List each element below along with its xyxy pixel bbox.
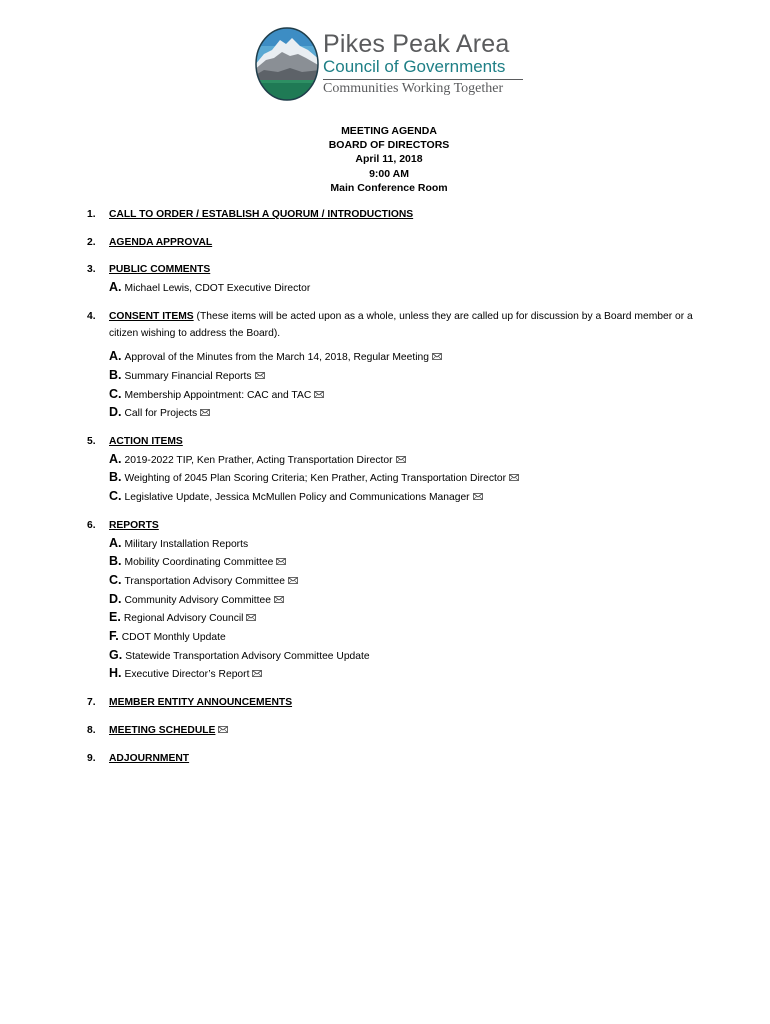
agenda-item-title: CONSENT ITEMS [109, 310, 194, 322]
agenda-subitem [109, 348, 697, 367]
envelope-icon[interactable] [255, 372, 265, 379]
subitem-text: Transportation Advisory Committee [124, 575, 285, 587]
agenda-item [87, 518, 697, 684]
logo-title: Pikes Peak Area [323, 30, 510, 58]
agenda-subitem [109, 469, 697, 488]
agenda-item-heading [109, 262, 697, 279]
subitem-letter: C. [109, 386, 122, 401]
agenda-item-heading [109, 207, 697, 224]
subitem-text: Regional Advisory Council [123, 613, 244, 625]
envelope-icon[interactable] [509, 474, 519, 481]
subitem-letter: C. [109, 572, 122, 587]
subitem-text: CDOT Monthly Update [121, 632, 226, 644]
agenda-item-heading [109, 518, 697, 535]
agenda-item-number: 2. [87, 236, 96, 248]
agenda-subitem [109, 367, 697, 386]
subitem-letter: A. [109, 349, 122, 364]
agenda-item-title: PUBLIC COMMENTS [109, 264, 211, 276]
subitem-text: Michael Lewis, CDOT Executive Director [124, 283, 311, 295]
envelope-icon[interactable] [314, 391, 324, 398]
agenda-item-heading [109, 751, 697, 768]
agenda-item-heading [109, 695, 697, 712]
agenda-subitem [109, 535, 697, 554]
item-spacer [87, 740, 697, 751]
agenda-item-number: 8. [87, 724, 96, 736]
item-spacer [87, 507, 697, 518]
subitem-letter: D. [109, 405, 122, 420]
agenda-item-title: REPORTS [109, 519, 159, 531]
subitem-letter: E. [109, 610, 121, 625]
item-spacer [87, 298, 697, 309]
subitem-letter: H. [109, 666, 122, 681]
item-spacer [87, 712, 697, 723]
envelope-icon[interactable] [288, 577, 298, 584]
item-spacer [87, 423, 697, 434]
subitem-letter: C. [109, 489, 122, 504]
header-date: April 11, 2018 [355, 153, 423, 166]
agenda-item-title: ADJOURNMENT [109, 752, 190, 764]
header-time: 9:00 AM [369, 167, 409, 180]
envelope-icon[interactable] [276, 558, 286, 565]
agenda-item [87, 235, 697, 252]
agenda-item-number: 3. [87, 264, 96, 276]
envelope-icon[interactable] [252, 670, 262, 677]
agenda-item-title: CALL TO ORDER / ESTABLISH A QUORUM / INTRODUCTIONS [109, 209, 414, 220]
subitem-letter: G. [109, 647, 123, 662]
agenda-item [87, 262, 697, 297]
ppacg-logo [254, 26, 534, 102]
agenda-subitem [109, 609, 697, 628]
agenda-item-title: AGENDA APPROVAL [109, 236, 213, 248]
logo-tagline: Communities Working Together [323, 81, 504, 96]
agenda-item-title: MEMBER ENTITY ANNOUNCEMENTS [109, 697, 293, 709]
subitem-letter: A. [109, 451, 122, 466]
agenda-item [87, 309, 697, 423]
agenda-subitem [109, 628, 697, 647]
agenda-item [87, 751, 697, 768]
subitem-text: Executive Director’s Report [124, 669, 250, 681]
agenda-item-heading [109, 235, 697, 252]
agenda-list [87, 207, 697, 767]
agenda-item-number: 4. [87, 310, 96, 322]
agenda-item [87, 434, 697, 507]
agenda-subitem [109, 451, 697, 470]
subitem-text: Legislative Update, Jessica McMullen Policy and Communications Manager [124, 492, 470, 504]
agenda-item [87, 207, 697, 224]
agenda-item-heading [109, 309, 697, 342]
logo-subtitle: Council of Governments [323, 57, 506, 76]
subitem-text: Military Installation Reports [124, 538, 249, 550]
agenda-item-title: MEETING SCHEDULE [109, 724, 216, 736]
agenda-item-number: 7. [87, 697, 96, 709]
subitem-text: Statewide Transportation Advisory Committee Update [125, 650, 370, 662]
subitem-text: Mobility Coordinating Committee [124, 557, 274, 569]
agenda-subitem [109, 591, 697, 610]
subitem-letter: A. [109, 280, 122, 295]
agenda-item-heading [109, 723, 697, 740]
agenda-item-description: (These items will be acted upon as a whole, unless they are called up for discussion by a Board member or a citizen wishing to address the Board). [109, 310, 693, 339]
item-spacer [87, 251, 697, 262]
subitem-text: Community Advisory Committee [124, 594, 271, 606]
agenda-item-number: 1. [87, 209, 96, 220]
mountain-logo-icon [254, 26, 320, 102]
agenda-subitem [109, 488, 697, 507]
subitem-text: Summary Financial Reports [124, 370, 252, 382]
envelope-icon[interactable] [200, 409, 210, 416]
agenda-item [87, 695, 697, 712]
envelope-icon[interactable] [396, 456, 406, 463]
agenda-subitem [109, 404, 697, 423]
agenda-item-number: 5. [87, 436, 96, 448]
subitem-letter: B. [109, 367, 122, 382]
agenda-subitem [109, 279, 697, 298]
envelope-icon[interactable] [246, 614, 256, 621]
agenda-item-title: ACTION ITEMS [109, 436, 183, 448]
agenda-item-number: 6. [87, 519, 96, 531]
subitem-letter: A. [109, 535, 122, 550]
agenda-subitem [109, 553, 697, 572]
logo-divider [323, 79, 523, 80]
agenda-item [87, 723, 697, 740]
subitem-text: Approval of the Minutes from the March 14, 2018, Regular Meeting [124, 352, 429, 364]
agenda-item-number: 9. [87, 752, 96, 764]
envelope-icon[interactable] [473, 493, 483, 500]
agenda-item-heading [109, 434, 697, 451]
envelope-icon[interactable] [218, 726, 228, 733]
subitem-letter: D. [109, 591, 122, 606]
header-meeting-agenda: MEETING AGENDA [341, 125, 437, 137]
header-location: Main Conference Room [330, 181, 448, 194]
envelope-icon[interactable] [432, 353, 442, 360]
agenda-subitem [109, 572, 697, 591]
agenda-subitem [109, 647, 697, 666]
envelope-icon[interactable] [274, 596, 284, 603]
subitem-letter: F. [109, 629, 119, 644]
subitem-text: Call for Projects [124, 408, 198, 420]
agenda-subitem [109, 665, 697, 684]
subitem-letter: B. [109, 470, 122, 485]
agenda-subitem [109, 386, 697, 405]
header-board: BOARD OF DIRECTORS [328, 139, 450, 152]
subitem-text: Weighting of 2045 Plan Scoring Criteria; Ken Prather, Acting Transportation Director [124, 473, 507, 485]
item-spacer [87, 224, 697, 235]
agenda-header [0, 124, 770, 195]
subitem-letter: B. [109, 554, 122, 569]
item-spacer [87, 684, 697, 695]
subitem-text: Membership Appointment: CAC and TAC [124, 389, 312, 401]
subitem-text: 2019-2022 TIP, Ken Prather, Acting Transportation Director [124, 454, 393, 466]
